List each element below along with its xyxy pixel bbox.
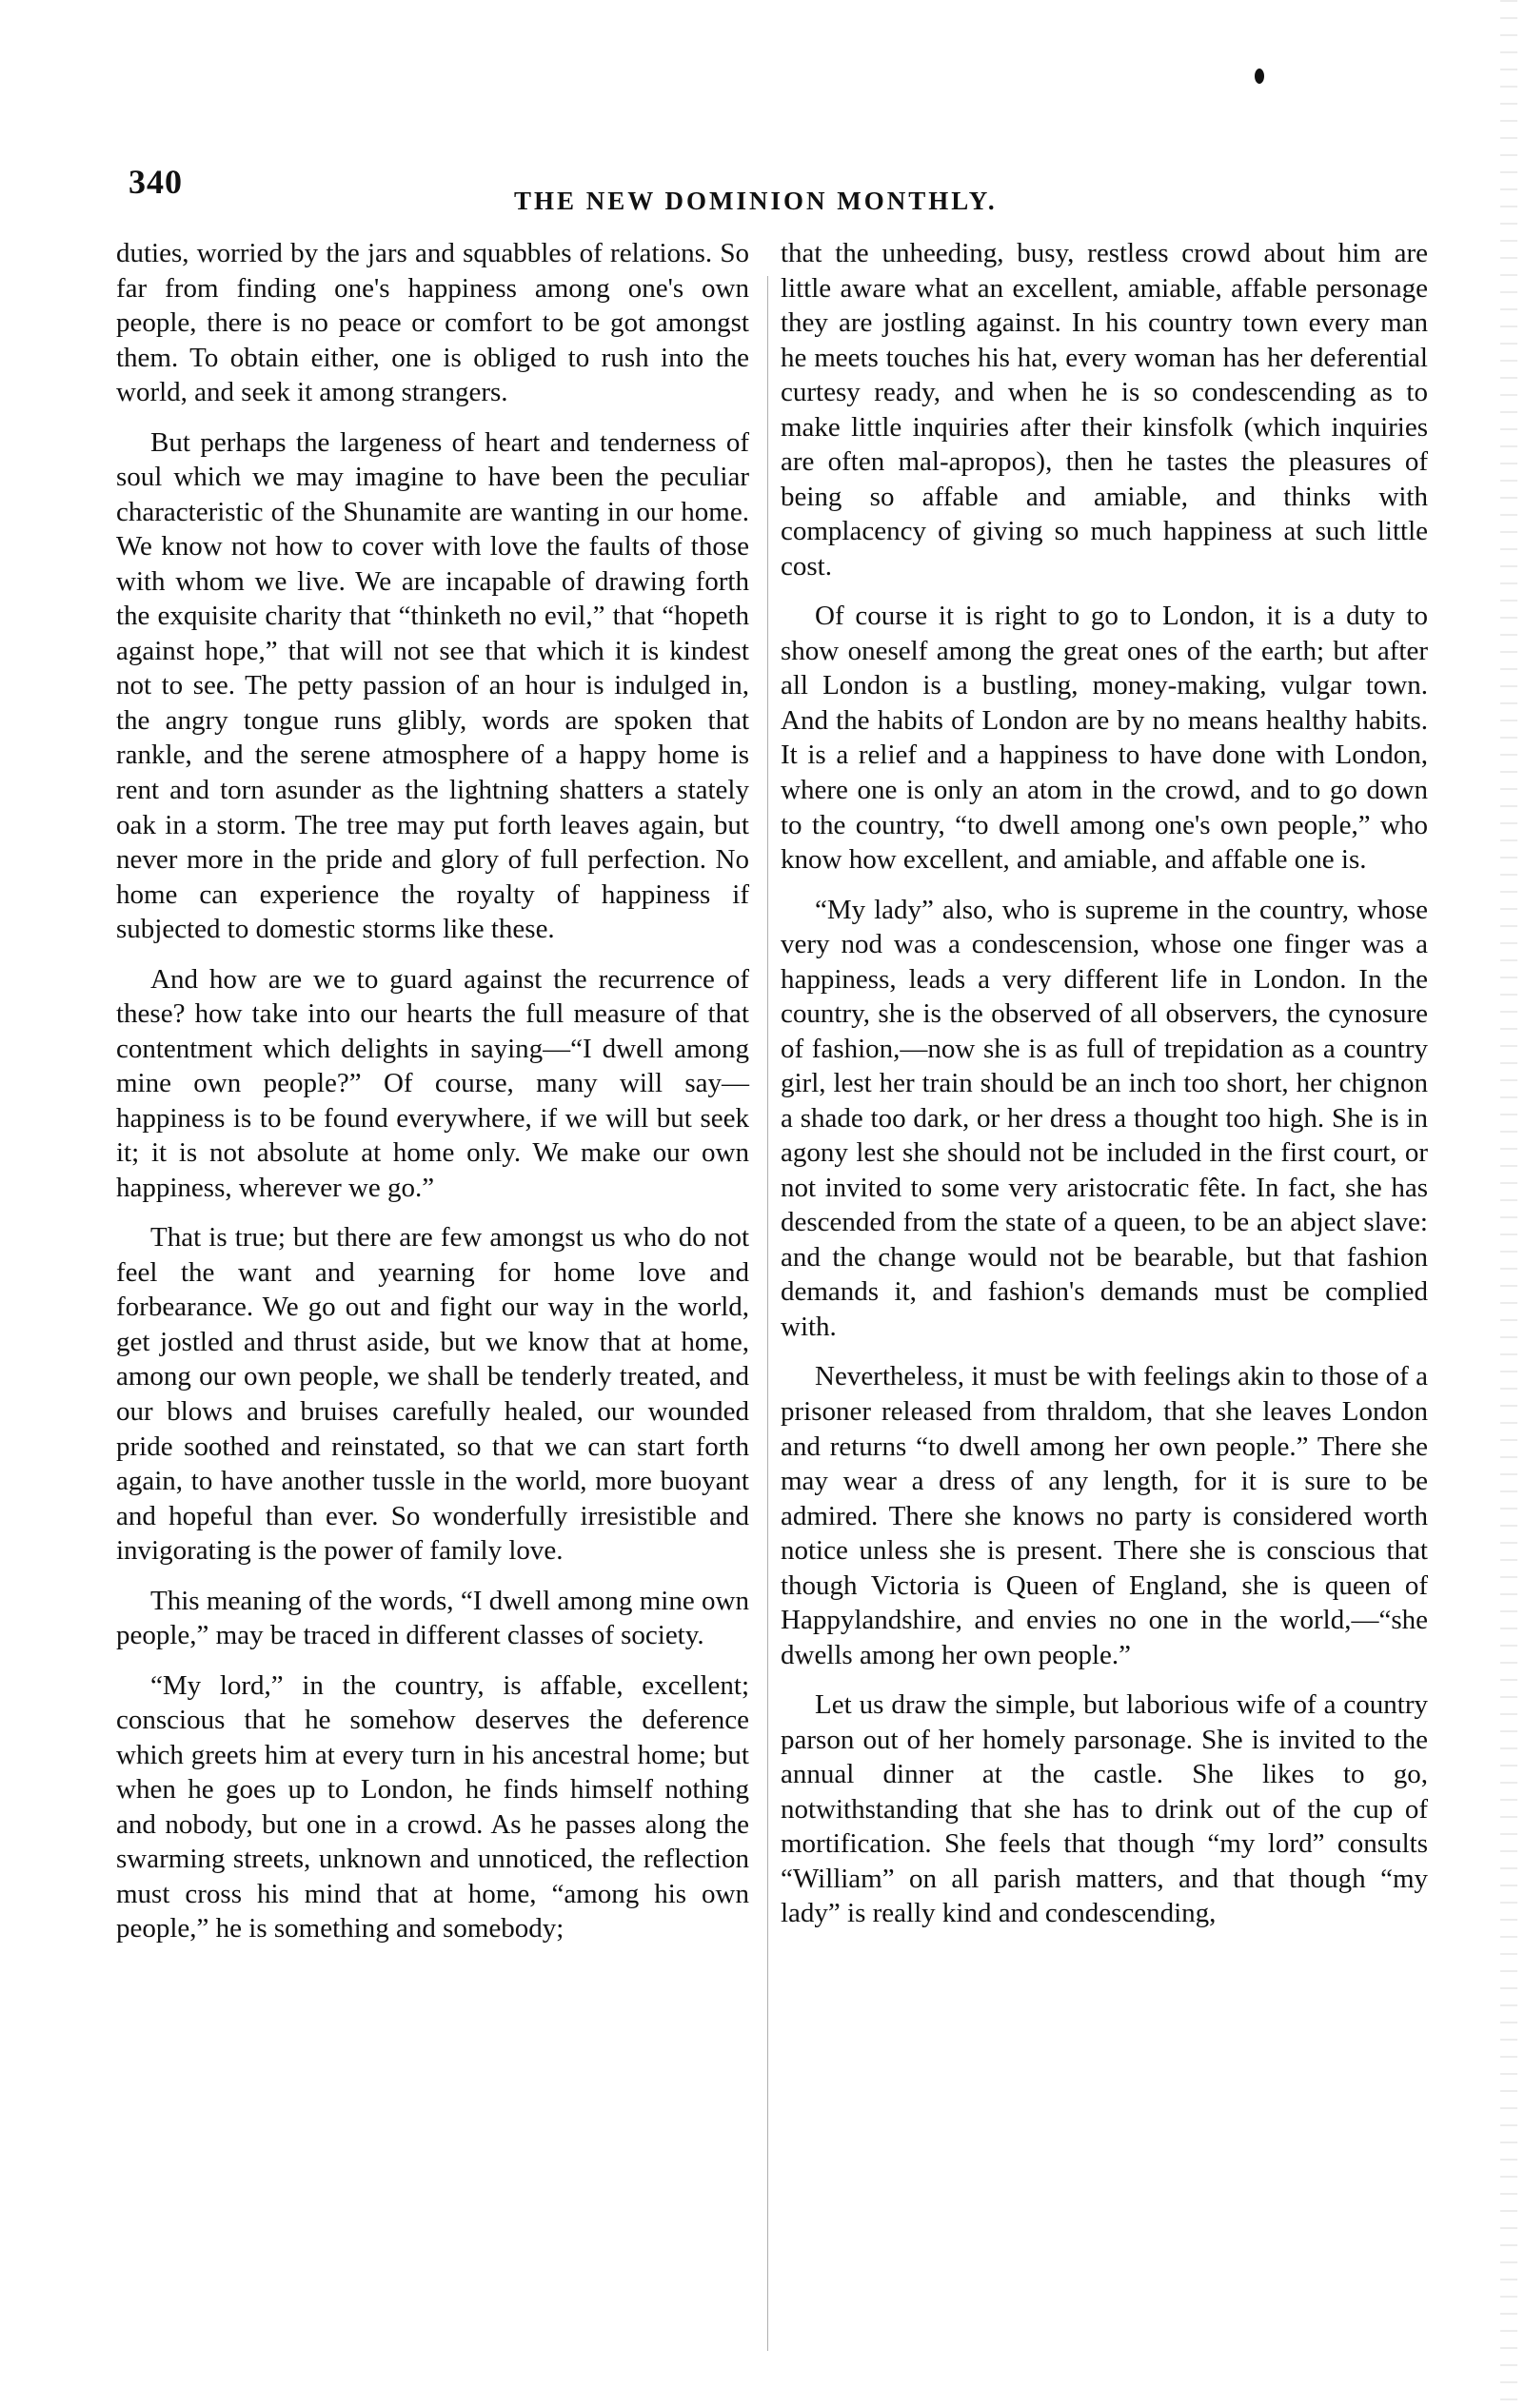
page-number: 340 [129, 163, 183, 201]
ink-dot [1255, 69, 1264, 84]
right-column [781, 236, 1428, 1946]
paragraph: Nevertheless, it must be with feelings akin to those of a prisoner released from thraldom, that she leaves London and returns “to dwell among her own people.” There she may wear a dress of any length, for it is sure to be admired. There she knows no party is considered worth notice unless she is present. There she is conscious that though Victoria is Queen of England, she is queen of Happylandshire, and envies no one in the world,—“she dwells among her own people.” [781, 1361, 1428, 1670]
paragraph: That is true; but there are few amongst us who do not feel the want and yearning for home love and forbearance. We go out and fight our way in the world, get jostled and thrust aside, but we know that at home, among our own people, we shall be tenderly treated, and our blows and bruises carefully healed, our wounded pride soothed and reinstated, so that we can start forth again, to have another tussle in the world, more buoyant and hopeful than ever. So wonderfully irresistible and invigorating is the power of family love. [116, 1222, 749, 1567]
paragraph: Let us draw the simple, but laborious wife of a country parson out of her homely parsonage. She is invited to the annual dinner at the castle. She likes to go, notwithstanding that she has to drink out of the cup of mortification. She feels that though “my lord” consults “William” on all parish matters, and that though “my lady” is really kind and condescending, [781, 1689, 1428, 1929]
paragraph: Of course it is right to go to London, it is a duty to show oneself among the great ones of the earth; but after all London is a bustling, money-making, vulgar town. And the habits of London are by no means healthy habits. It is a relief and a happiness to have done with London, where one is only an atom in the crowd, and to go down to the country, “to dwell among one's own people,” who know how excellent, and amiable, and affable one is. [781, 601, 1428, 876]
paragraph: But perhaps the largeness of heart and tenderness of soul which we may imagine to have been the peculiar characteristic of the Shunamite are wanting in our home. We know not how to cover with love the faults of those with whom we live. We are incapable of drawing forth the exquisite charity that “thinketh no evil,” that “hopeth against hope,” that will not see that which it is kindest not to see. The petty passion of an hour is indulged in, the angry tongue runs glibly, words are spoken that rankle, and the serene atmosphere of a happy home is rent and torn asunder as the lightning shatters a stately oak in a storm. The tree may put forth leaves again, but never more in the pride and glory of full perfection. No home can experience the royalty of happiness if subjected to domestic storms like these. [116, 426, 749, 945]
column-divider [767, 276, 768, 2351]
paragraph: “My lady” also, who is supreme in the country, whose very nod was a condescension, whose one finger was a happiness, leads a very different life in London. In the country, she is the observed of all observers, the cynosure of fashion,—now she is as full of trepidation as a country girl, lest her train should be an inch too short, her chignon a shade too dark, or her dress a thought too high. She is in agony lest she should not be included in the first court, or not invited to some very aristocratic fête. In fact, she has descended from the state of a queen, to be an abject slave: and the change would not be bearable, but that fashion demands it, and fashion's demands must be complied with. [781, 894, 1428, 1342]
paragraph: that the unheeding, busy, restless crowd about him are little aware what an excellent, amiable, affable personage they are jostling against. In his country town every man he meets touches his hat, every woman has her deferential curtesy ready, and when he is so condescending as to make little inquiries after their kinsfolk (which inquiries are often mal-apropos), then he tastes the pleasures of being so affable and amiable, and thinks with complacency of giving so much happiness at such little cost. [781, 238, 1428, 582]
page-edge-marks [1500, 0, 1517, 2408]
paragraph: duties, worried by the jars and squabbles of relations. So far from finding one's happiness among one's own people, there is no peace or comfort to be got amongst them. To obtain either, one is obliged to rush into the world, and seek it among strangers. [116, 238, 749, 408]
running-head: THE NEW DOMINION MONTHLY. [514, 187, 998, 215]
paragraph: “My lord,” in the country, is affable, excellent; conscious that he somehow deserves the deference which greets him at every turn in his ancestral home; but when he goes up to London, he finds himself nothing and nobody, but one in a crowd. As he passes along the swarming streets, unknown and unnoticed, the reflection must cross his mind that at home, “among his own people,” he is something and somebody; [116, 1669, 749, 1944]
paragraph: This meaning of the words, “I dwell among mine own people,” may be traced in different classes of society. [116, 1585, 749, 1651]
paragraph: And how are we to guard against the recurrence of these? how take into our hearts the full measure of that contentment which delights in saying—“I dwell among mine own people?” Of course, many will say—happiness is to be found everywhere, if we will but seek it; it is not absolute at home only. We make our own happiness, wherever we go.” [116, 963, 749, 1203]
left-column [116, 236, 749, 1962]
